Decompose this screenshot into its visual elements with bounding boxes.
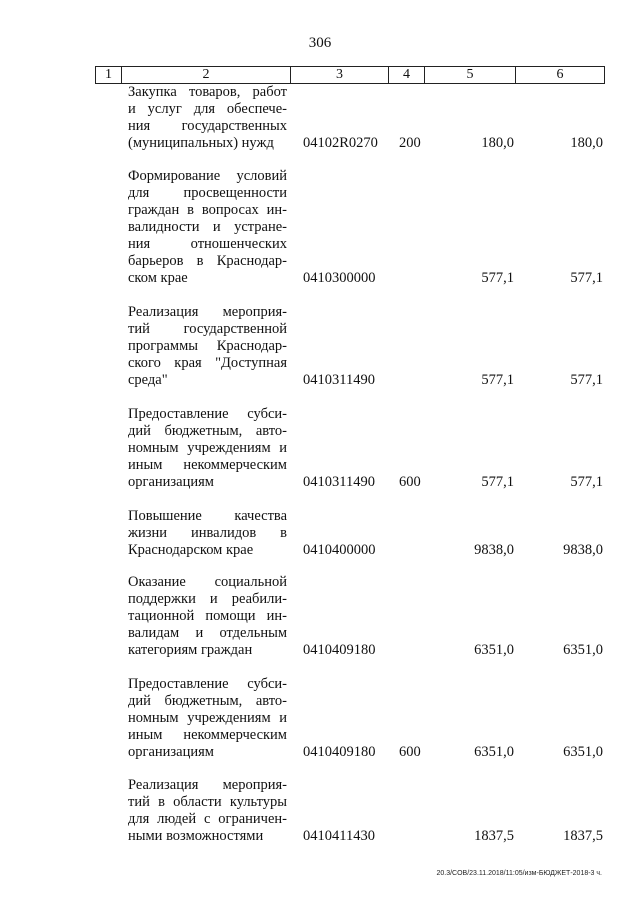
row-amount-col5: 577,1 (481, 372, 514, 388)
row-description-line: тационной помощи ин- (128, 608, 287, 624)
document-footer: 20.3/COB/23.11.2018/11:05/изм-БЮДЖЕТ-2018-3 ч. (436, 870, 602, 877)
row-description-line: Предоставление субси- (128, 676, 287, 692)
row-amount-col5: 180,0 (481, 135, 514, 151)
row-description-line: и услуг для обеспече- (128, 101, 287, 117)
row-description-line: среда" (128, 372, 168, 388)
row-description-line: ском крае (128, 270, 188, 286)
row-description-line: организациям (128, 474, 214, 490)
row-target-code: 0410409180 (303, 642, 376, 658)
row-description-line: Повышение качества (128, 508, 287, 524)
row-amount-col6: 9838,0 (563, 542, 603, 558)
row-expense-type: 600 (399, 474, 421, 490)
header-col-2: 2 (121, 66, 291, 84)
row-target-code: 0410311490 (303, 474, 375, 490)
row-description-line: валидам и отдельным (128, 625, 287, 641)
header-col-3: 3 (290, 66, 389, 84)
row-target-code: 04102R0270 (303, 135, 378, 151)
row-description-line: дий бюджетным, авто- (128, 423, 287, 439)
row-description-line: ными возможностями (128, 828, 264, 844)
header-col-5: 5 (424, 66, 516, 84)
row-target-code: 0410311490 (303, 372, 375, 388)
row-description-line: тий государственной (128, 321, 287, 337)
row-amount-col5: 6351,0 (474, 744, 514, 760)
row-description-line: барьеров в Краснодар- (128, 253, 287, 269)
row-description-line: Формирование условий (128, 168, 287, 184)
row-description-line: валидности и устране- (128, 219, 287, 235)
row-amount-col6: 6351,0 (563, 642, 603, 658)
header-col-6: 6 (515, 66, 605, 84)
row-amount-col6: 577,1 (570, 474, 603, 490)
row-description-line: номным учреждениям и (128, 440, 287, 456)
row-amount-col6: 577,1 (570, 372, 603, 388)
row-description-line: дий бюджетным, авто- (128, 693, 287, 709)
header-col-4: 4 (388, 66, 425, 84)
row-expense-type: 200 (399, 135, 421, 151)
row-expense-type: 600 (399, 744, 421, 760)
row-description (128, 84, 287, 152)
page-number: 306 (308, 35, 332, 51)
row-description (128, 304, 287, 389)
row-amount-col6: 1837,5 (563, 828, 603, 844)
row-amount-col5: 577,1 (481, 474, 514, 490)
row-description-line: номным учреждениям и (128, 710, 287, 726)
row-description-line: ского края "Доступная (128, 355, 287, 371)
header-col-1: 1 (95, 66, 122, 84)
row-description-line: Реализация мероприя- (128, 777, 287, 793)
row-description-line: организациям (128, 744, 214, 760)
row-amount-col5: 9838,0 (474, 542, 514, 558)
row-target-code: 0410400000 (303, 542, 376, 558)
row-description-line: Краснодарском крае (128, 542, 254, 558)
row-description-line: Реализация мероприя- (128, 304, 287, 320)
row-description-line: Предоставление субси- (128, 406, 287, 422)
row-description-line: ния государственных (128, 118, 287, 134)
row-description-line: граждан в вопросах ин- (128, 202, 287, 218)
row-description (128, 574, 287, 659)
row-description (128, 406, 287, 491)
row-amount-col6: 577,1 (570, 270, 603, 286)
row-description-line: программы Краснодар- (128, 338, 287, 354)
row-description-line: Закупка товаров, работ (128, 84, 287, 100)
row-description-line: для просвещенности (128, 185, 287, 201)
row-target-code: 0410300000 (303, 270, 376, 286)
row-amount-col5: 6351,0 (474, 642, 514, 658)
row-description (128, 777, 287, 845)
row-amount-col6: 6351,0 (563, 744, 603, 760)
row-description (128, 676, 287, 761)
row-amount-col6: 180,0 (570, 135, 603, 151)
row-description-line: ния отношенческих (128, 236, 287, 252)
row-description-line: поддержки и реабили- (128, 591, 287, 607)
row-description-line: иным некоммерческим (128, 727, 287, 743)
row-description-line: иным некоммерческим (128, 457, 287, 473)
row-description-line: категориям граждан (128, 642, 253, 658)
row-description-line: тий в области культуры (128, 794, 287, 810)
row-description-line: Оказание социальной (128, 574, 287, 590)
row-description-line: для людей с ограничен- (128, 811, 287, 827)
row-target-code: 0410411430 (303, 828, 375, 844)
row-description-line: жизни инвалидов в (128, 525, 287, 541)
table-header-row (95, 66, 605, 84)
row-amount-col5: 1837,5 (474, 828, 514, 844)
row-description-line: (муниципальных) нужд (128, 135, 274, 151)
row-amount-col5: 577,1 (481, 270, 514, 286)
row-description (128, 168, 287, 287)
row-target-code: 0410409180 (303, 744, 376, 760)
row-description (128, 508, 287, 559)
